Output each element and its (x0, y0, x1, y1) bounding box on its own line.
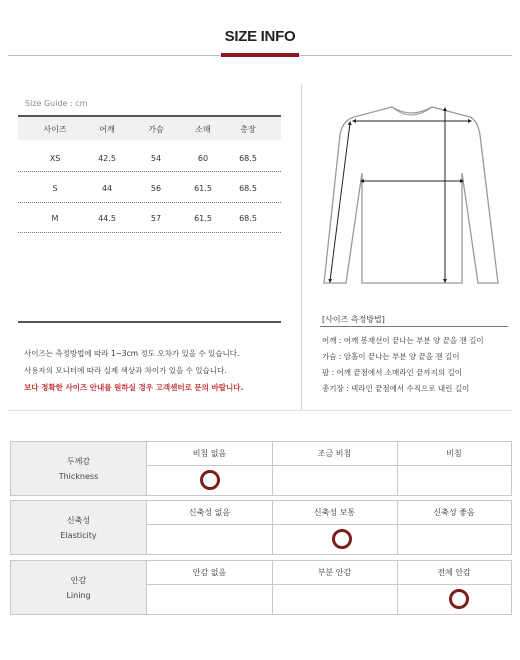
table-cell-size: XS (49, 154, 61, 163)
fabric-label-cell (11, 561, 147, 614)
column-divider (272, 501, 273, 554)
option-label: 신축성 없음 (147, 501, 272, 525)
header-chest: 가슴 (148, 125, 164, 134)
fabric-elasticity-table (10, 500, 512, 555)
title-accent-bar (221, 53, 299, 57)
fabric-label-ko: 안감 (70, 576, 87, 585)
column-divider (397, 442, 398, 495)
fabric-label-en: Lining (66, 591, 91, 600)
table-cell-length: 68.5 (239, 184, 257, 193)
column-divider (397, 561, 398, 614)
option-label: 비침 (397, 442, 511, 466)
measurement-length: 총기장 : 넥라인 끝점에서 수직으로 내린 길이 (322, 384, 470, 393)
table-cell-shoulder: 44 (101, 184, 113, 193)
option-label: 신축성 보통 (272, 501, 397, 525)
selected-circle-icon (449, 589, 469, 609)
size-guide-label: Size Guide : cm (25, 99, 88, 108)
table-cell-chest: 56 (150, 184, 162, 193)
measurement-heading: [사이즈 측정방법] (322, 315, 385, 324)
column-divider (272, 561, 273, 614)
selected-circle-icon (332, 529, 352, 549)
measurement-shoulder: 어깨 : 어깨 봉재선이 끝나는 부분 양 끝을 잰 길이 (322, 336, 484, 345)
table-cell-length: 68.5 (239, 154, 257, 163)
page-title: SIZE INFO (224, 28, 296, 45)
fabric-label-cell (11, 501, 147, 554)
column-divider (272, 442, 273, 495)
row-divider (18, 202, 281, 203)
header-length: 총장 (240, 125, 256, 134)
option-label: 비침 없음 (147, 442, 272, 466)
table-cell-length: 68.5 (239, 214, 257, 223)
option-label: 전체 안감 (397, 561, 511, 585)
column-divider (397, 501, 398, 554)
fabric-thickness-table (10, 441, 512, 496)
table-cell-sleeve: 61.5 (194, 184, 212, 193)
section-separator (8, 410, 512, 411)
measurement-underline (320, 326, 508, 327)
table-cell-sleeve: 60 (197, 154, 209, 163)
option-label: 부분 안감 (272, 561, 397, 585)
header-shoulder: 어깨 (99, 125, 115, 134)
note-measurement-error: 사이즈는 측정방법에 따라 1~3cm 정도 오차가 있을 수 있습니다. (24, 349, 240, 358)
note-monitor-color: 사용자의 모니터에 따라 실제 색상과 차이가 있을 수 있습니다. (24, 366, 227, 375)
measurement-chest: 가슴 : 암홀이 끝나는 부분 양 끝을 잰 길이 (322, 352, 460, 361)
table-bottom-border (18, 321, 281, 323)
table-cell-chest: 54 (150, 154, 162, 163)
header-size: 사이즈 (43, 125, 67, 134)
table-cell-size: M (51, 214, 59, 223)
row-divider (18, 232, 281, 233)
fabric-label-en: Elasticity (60, 531, 97, 540)
fabric-label-en: Thickness (58, 472, 99, 481)
fabric-label-ko: 신축성 (66, 516, 91, 525)
note-contact-support: 보다 정확한 사이즈 안내를 원하실 경우 고객센터로 문의 바랍니다. (24, 383, 244, 392)
fabric-label-cell (11, 442, 147, 495)
option-label: 조금 비침 (272, 442, 397, 466)
selected-circle-icon (200, 470, 220, 490)
row-divider (18, 171, 281, 172)
header-sleeve: 소매 (195, 125, 211, 134)
table-cell-shoulder: 42.5 (98, 154, 116, 163)
column-divider (301, 84, 302, 410)
measurement-sleeve: 팔 : 어깨 끝점에서 소매라인 끝까지의 길이 (322, 368, 462, 377)
table-cell-chest: 57 (150, 214, 162, 223)
table-cell-sleeve: 61.5 (194, 214, 212, 223)
fabric-label-ko: 두께감 (66, 457, 91, 466)
option-label: 안감 없음 (147, 561, 272, 585)
option-label: 신축성 좋음 (397, 501, 511, 525)
table-cell-size: S (52, 184, 58, 193)
sweater-diagram-icon (310, 95, 515, 295)
table-cell-shoulder: 44.5 (98, 214, 116, 223)
fabric-lining-table (10, 560, 512, 615)
